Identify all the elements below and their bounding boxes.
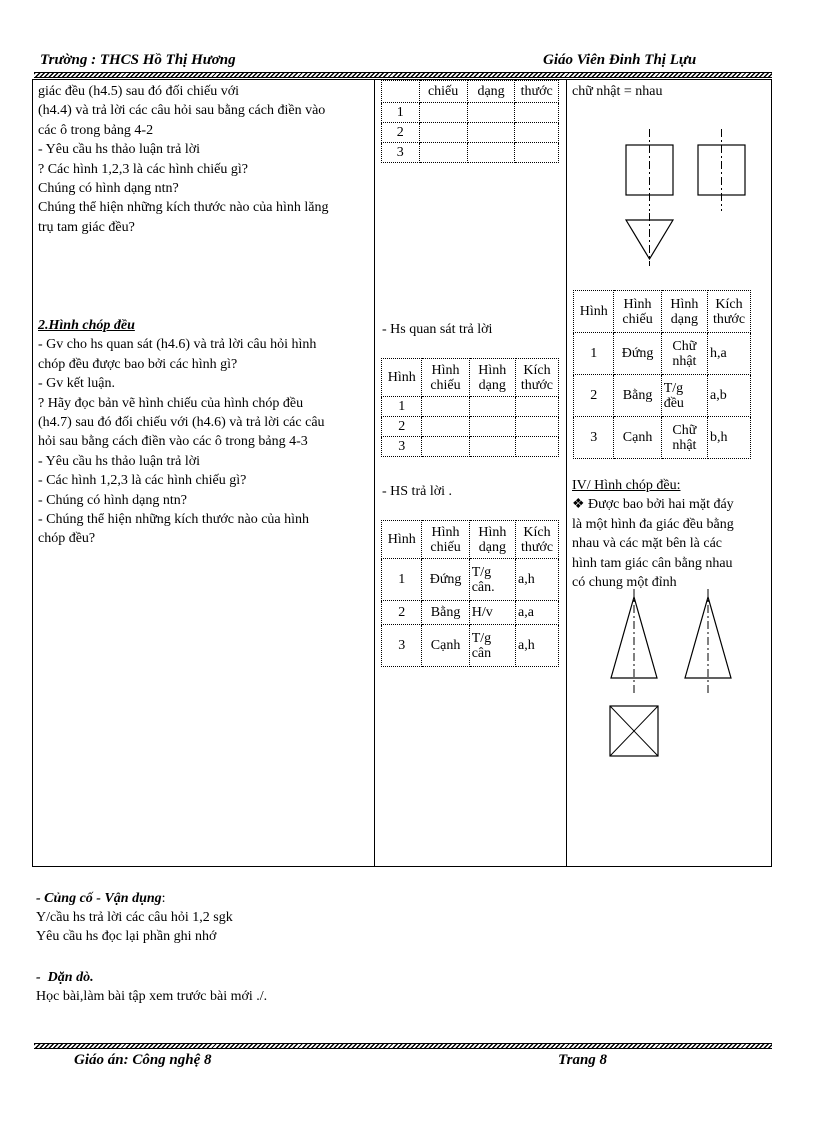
content-table bbox=[573, 290, 751, 459]
table-cell: Chữ nhật bbox=[661, 417, 707, 459]
table-cell: T/g đều bbox=[661, 375, 707, 417]
teacher-activities-part1 bbox=[38, 82, 370, 237]
table-cell: Hình bbox=[382, 521, 422, 559]
text-line: (h4.4) và trả lời các câu hỏi sau bằng cách điền vào bbox=[38, 103, 326, 119]
text-line: - Chúng thể hiện những kích thước nào của hình bbox=[38, 512, 310, 528]
prism-projection-drawing bbox=[600, 125, 760, 270]
text-line: chóp đều được bao bởi các hình gì? bbox=[38, 356, 238, 372]
table-cell: Hình chiếu bbox=[422, 521, 469, 559]
table-cell: 1 bbox=[382, 397, 422, 417]
teacher-activities-part2 bbox=[38, 316, 370, 549]
text-line: hình tam giác cân bằng nhau bbox=[572, 555, 733, 571]
table-cell: 2 bbox=[574, 375, 614, 417]
text-line: Chúng thể hiện những kích thước nào của hình lăng bbox=[38, 200, 329, 216]
table-cell: Hình dạng bbox=[469, 521, 515, 559]
text-line: ? Các hình 1,2,3 là các hình chiếu gì? bbox=[38, 161, 248, 177]
text-line: Chúng có hình dạng ntn? bbox=[38, 181, 179, 197]
table-cell: Đứng bbox=[614, 333, 661, 375]
table-cell: a,a bbox=[516, 601, 559, 625]
table-cell: 1 bbox=[574, 333, 614, 375]
table-cell: Kích thước bbox=[708, 291, 751, 333]
text-line: trụ tam giác đều? bbox=[38, 219, 135, 235]
table-cell: 3 bbox=[382, 143, 420, 163]
table-cell: thước bbox=[515, 81, 559, 103]
table-cell: 3 bbox=[382, 625, 422, 667]
header-rule bbox=[34, 72, 772, 78]
table-cell bbox=[382, 81, 420, 103]
section-title-iv: IV/ Hình chóp đều: bbox=[572, 478, 681, 493]
table-cell: 1 bbox=[382, 103, 420, 123]
pyramid-projection-drawing bbox=[600, 585, 760, 765]
header-teacher: Giáo Viên Đinh Thị Lựu bbox=[543, 52, 697, 68]
text-line: giác đều (h4.5) sau đó đối chiếu với bbox=[38, 84, 240, 99]
table-cell: T/g cân. bbox=[469, 559, 515, 601]
text-line: hỏi sau bằng cách điền vào các ô trong bảng 4-3 bbox=[38, 434, 308, 450]
table-cell: T/g cân bbox=[469, 625, 515, 667]
text-line: là một hình đa giác đều bằng bbox=[572, 516, 734, 532]
student-table-mid bbox=[381, 358, 559, 457]
student-observe-text: - Hs quan sát trả lời bbox=[382, 322, 493, 337]
table-cell: 2 bbox=[382, 601, 422, 625]
text-line: Học bài,làm bài tập xem trước bài mới ./. bbox=[36, 989, 268, 1004]
table-cell: Đứng bbox=[422, 559, 469, 601]
homework-prefix: - bbox=[36, 970, 48, 985]
table-cell: 3 bbox=[574, 417, 614, 459]
footer-lesson-plan: Giáo án: Công nghệ 8 bbox=[74, 1052, 212, 1068]
table-cell: dạng bbox=[467, 81, 515, 103]
table-cell: a,h bbox=[516, 625, 559, 667]
text-line: - Các hình 1,2,3 là các hình chiếu gì? bbox=[38, 473, 247, 489]
table-cell: h,a bbox=[708, 333, 751, 375]
table-cell: Kích thước bbox=[515, 359, 558, 397]
text-line: nhau và các mặt bên là các bbox=[572, 536, 723, 552]
table-cell: a,b bbox=[708, 375, 751, 417]
header-school: Trường : THCS Hồ Thị Hương bbox=[40, 52, 236, 68]
consolidation-title: - Củng cố - Vận dụng bbox=[36, 891, 162, 906]
table-cell: Kích thước bbox=[516, 521, 559, 559]
text-line: - Gv kết luận. bbox=[38, 376, 115, 392]
student-answer-text: - HS trả lời . bbox=[382, 484, 453, 499]
pyramid-definition bbox=[572, 476, 768, 592]
text-line: ? Hãy đọc bản vẽ hình chiếu của hình chóp đều bbox=[38, 395, 304, 411]
table-cell: 1 bbox=[382, 559, 422, 601]
column-divider-2 bbox=[566, 79, 567, 867]
text-line: - Gv cho hs quan sát (h4.6) và trả lời câu hỏi hình bbox=[38, 337, 317, 353]
text-line: - Yêu cầu hs thảo luận trả lời bbox=[38, 453, 200, 469]
table-cell: Cạnh bbox=[614, 417, 661, 459]
footer-page-number: Trang 8 bbox=[558, 1052, 608, 1068]
table-cell: chiếu bbox=[419, 81, 467, 103]
text-line: ❖ Được bao bởi hai mặt đáy bbox=[572, 497, 734, 513]
text-line: chóp đều? bbox=[38, 531, 96, 547]
section-title-pyramid: 2.Hình chóp đều bbox=[38, 318, 135, 333]
text-line: Yêu cầu hs đọc lại phần ghi nhớ bbox=[36, 929, 217, 944]
table-cell: a,h bbox=[516, 559, 559, 601]
text-line: các ô trong bảng 4-2 bbox=[38, 122, 154, 138]
table-cell: 2 bbox=[382, 417, 422, 437]
footer-rule bbox=[34, 1043, 772, 1049]
table-cell: 3 bbox=[382, 437, 422, 457]
table-cell: Hình bbox=[382, 359, 422, 397]
text-line: - Yêu cầu hs thảo luận trả lời bbox=[38, 142, 200, 158]
table-cell: Cạnh bbox=[422, 625, 469, 667]
table-cell: Hình chiếu bbox=[614, 291, 661, 333]
column-divider-1 bbox=[374, 79, 375, 867]
homework-title: Dặn dò. bbox=[47, 970, 94, 985]
consolidation-section bbox=[36, 889, 233, 946]
homework-section bbox=[36, 968, 267, 1006]
consolidation-colon: : bbox=[161, 891, 166, 906]
content-top-text: chữ nhật = nhau bbox=[572, 84, 663, 99]
student-table-bottom bbox=[381, 520, 559, 667]
table-cell: Hình chiếu bbox=[422, 359, 469, 397]
text-line: Y/cầu hs trả lời các câu hỏi 1,2 sgk bbox=[36, 910, 233, 925]
table-cell: b,h bbox=[708, 417, 751, 459]
table-cell: Bằng bbox=[422, 601, 469, 625]
table-cell: Hình dạng bbox=[661, 291, 707, 333]
student-table-top bbox=[381, 80, 559, 163]
table-cell: Hình bbox=[574, 291, 614, 333]
text-line: (h4.7) sau đó đối chiếu với (h4.6) và trả lời các câu bbox=[38, 415, 325, 431]
table-cell: 2 bbox=[382, 123, 420, 143]
table-cell: Bằng bbox=[614, 375, 661, 417]
table-cell: Hình dạng bbox=[469, 359, 515, 397]
table-cell: Chữ nhật bbox=[661, 333, 707, 375]
table-cell: H/v bbox=[469, 601, 515, 625]
text-line: có chung một đỉnh bbox=[572, 575, 677, 591]
text-line: - Chúng có hình dạng ntn? bbox=[38, 492, 187, 508]
